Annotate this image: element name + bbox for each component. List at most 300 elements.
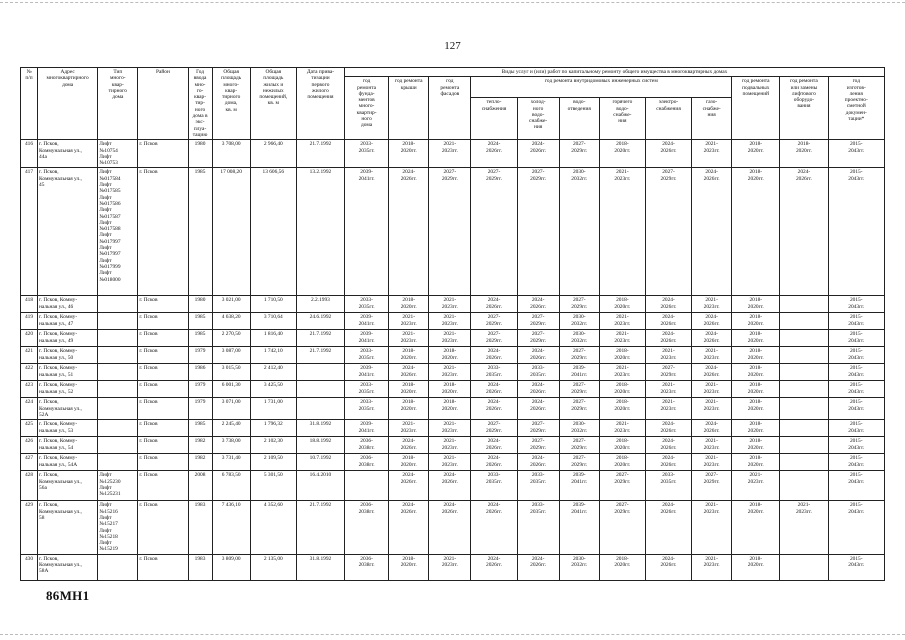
header-works-group: Виды услуг и (или) работ по капитальному ремонту общего имущества в многоквартирных домах bbox=[345, 68, 885, 77]
basement-year-cell: 2018- 2020гг. bbox=[732, 381, 780, 398]
roof-year-cell: 2018- 2020гг. bbox=[389, 296, 429, 313]
row-number: 424 bbox=[21, 398, 38, 420]
roof-year-cell: 2018- 2020гг. bbox=[389, 347, 429, 364]
address-cell: г. Псков, Комму- нальная ул., 51 bbox=[38, 364, 98, 381]
foundation-year-cell: 2033- 2035гг. bbox=[345, 140, 389, 168]
elevator-list-cell: Лифт №017584 Лифт №017585 Лифт №017586 Лифт №017587 Лифт №017588 Лифт №017997 Лифт №017997 Лифт №017999 Лифт №018000 bbox=[98, 168, 138, 296]
header-foundation: год ремонта фунда- ментов много- квартир- ного дома bbox=[345, 77, 389, 140]
elevator-year-cell: 2018- 2020гг. bbox=[780, 140, 828, 168]
basement-year-cell: 2018- 2020гг. bbox=[732, 347, 780, 364]
year-built-cell: 1982 bbox=[188, 454, 212, 471]
facade-year-cell: 2021- 2023гг. bbox=[429, 554, 471, 580]
address-cell: г. Псков, Коммунальная ул., 58А bbox=[38, 554, 98, 580]
living-area-cell: 2 412,40 bbox=[250, 364, 296, 381]
elevator-year-cell bbox=[780, 554, 828, 580]
total-area-cell: 2 270,50 bbox=[212, 330, 250, 347]
privatization-date-cell: 21.7.1992 bbox=[296, 347, 344, 364]
electricity-year-cell: 2033- 2035гг. bbox=[645, 471, 691, 501]
basement-year-cell: 2018- 2020гг. bbox=[732, 364, 780, 381]
table-row bbox=[21, 364, 885, 381]
elevator-list-cell bbox=[98, 381, 138, 398]
address-cell: г. Псков, Комму- нальная ул., 53 bbox=[38, 420, 98, 437]
cold-water-year-cell: 2027- 2029гг. bbox=[517, 420, 559, 437]
basement-year-cell: 2018- 2020гг. bbox=[732, 296, 780, 313]
living-area-cell: 3 425,50 bbox=[250, 381, 296, 398]
header-hot-water: горячего водо- снабже- ния bbox=[599, 98, 645, 140]
roof-year-cell: 2018- 2020гг. bbox=[389, 140, 429, 168]
electricity-year-cell: 2024- 2026гг. bbox=[645, 330, 691, 347]
table-row bbox=[21, 501, 885, 554]
district-cell: г. Псков bbox=[138, 471, 188, 501]
gas-year-cell: 2021- 2023гг. bbox=[692, 347, 732, 364]
address-cell: г. Псков, Комму- нальная ул., 54А bbox=[38, 454, 98, 471]
living-area-cell: 4 352,60 bbox=[250, 501, 296, 554]
row-number: 423 bbox=[21, 381, 38, 398]
cold-water-year-cell: 2027- 2029гг. bbox=[517, 168, 559, 296]
year-built-cell: 1986 bbox=[188, 364, 212, 381]
address-cell: г. Псков, Комму- нальная ул., 54 bbox=[38, 437, 98, 454]
year-built-cell: 1985 bbox=[188, 420, 212, 437]
privatization-date-cell: 13.2.1992 bbox=[296, 168, 344, 296]
address-cell: г. Псков, Коммунальная ул., 52А bbox=[38, 398, 98, 420]
electricity-year-cell: 2021- 2023гг. bbox=[645, 381, 691, 398]
heating-year-cell: 2027- 2029гг. bbox=[471, 313, 517, 330]
header-num: № п/п bbox=[21, 68, 38, 140]
hot-water-year-cell: 2018- 2020гг. bbox=[599, 437, 645, 454]
sewerage-year-cell: 2039- 2041гг. bbox=[559, 471, 599, 501]
facade-year-cell: 2024- 2026гг. bbox=[429, 501, 471, 554]
header-basement: год ремонта подвальных помещений bbox=[732, 77, 780, 140]
electricity-year-cell: 2024- 2026гг. bbox=[645, 313, 691, 330]
year-built-cell: 2008 bbox=[188, 471, 212, 501]
row-number: 421 bbox=[21, 347, 38, 364]
facade-year-cell: 2018- 2020гг. bbox=[429, 381, 471, 398]
design-docs-year-cell: 2015- 2043гг. bbox=[828, 347, 884, 364]
district-cell: г. Псков bbox=[138, 140, 188, 168]
table-row bbox=[21, 347, 885, 364]
foundation-year-cell: 2036- 2038гг. bbox=[345, 554, 389, 580]
header-privatization: Дата прива- тизации первого жилого помещения bbox=[296, 68, 344, 140]
cold-water-year-cell: 2024- 2026гг. bbox=[517, 347, 559, 364]
header-type: Тип много- квар- тирного дома bbox=[98, 68, 138, 140]
header-total-area: Общая площадь много- квар- тирного дома, кв. м bbox=[212, 68, 250, 140]
heating-year-cell: 2024- 2026гг. bbox=[471, 501, 517, 554]
cold-water-year-cell: 2024- 2026гг. bbox=[517, 296, 559, 313]
hot-water-year-cell: 2018- 2020гг. bbox=[599, 140, 645, 168]
elevator-list-cell bbox=[98, 454, 138, 471]
design-docs-year-cell: 2015- 2043гг. bbox=[828, 398, 884, 420]
header-facade: год ремонта фасадов bbox=[429, 77, 471, 140]
design-docs-year-cell: 2015- 2043гг. bbox=[828, 554, 884, 580]
table-header bbox=[21, 68, 885, 140]
address-cell: г. Псков, Комму- нальная ул., 52 bbox=[38, 381, 98, 398]
privatization-date-cell: 31.8.1992 bbox=[296, 554, 344, 580]
electricity-year-cell: 2027- 2029гг. bbox=[645, 168, 691, 296]
sewerage-year-cell: 2027- 2029гг. bbox=[559, 398, 599, 420]
row-number: 427 bbox=[21, 454, 38, 471]
header-engineering-group: год ремонта внутридомовых инженерных систем bbox=[471, 77, 732, 98]
electricity-year-cell: 2027- 2029гг. bbox=[645, 364, 691, 381]
privatization-date-cell: 16.4.2010 bbox=[296, 471, 344, 501]
roof-year-cell: 2018- 2020гг. bbox=[389, 381, 429, 398]
privatization-date-cell: 21.7.1992 bbox=[296, 501, 344, 554]
header-elevator: год ремонта или замены лифтового оборудо- вания bbox=[780, 77, 828, 140]
sewerage-year-cell: 2030- 2032гг. bbox=[559, 554, 599, 580]
table-row bbox=[21, 471, 885, 501]
district-cell: г. Псков bbox=[138, 554, 188, 580]
year-built-cell: 1979 bbox=[188, 398, 212, 420]
basement-year-cell: 2018- 2020гг. bbox=[732, 168, 780, 296]
electricity-year-cell: 2021- 2023гг. bbox=[645, 398, 691, 420]
hot-water-year-cell: 2021- 2023гг. bbox=[599, 168, 645, 296]
elevator-year-cell bbox=[780, 420, 828, 437]
roof-year-cell: 2024- 2026гг. bbox=[389, 168, 429, 296]
row-number: 426 bbox=[21, 437, 38, 454]
living-area-cell: 1 742,10 bbox=[250, 347, 296, 364]
gas-year-cell: 2021- 2023гг. bbox=[692, 381, 732, 398]
footer-code: 86МН1 bbox=[46, 588, 90, 603]
facade-year-cell: 2021- 2023гг. bbox=[429, 364, 471, 381]
row-number: 419 bbox=[21, 313, 38, 330]
district-cell: г. Псков bbox=[138, 364, 188, 381]
cold-water-year-cell: 2033- 2035гг. bbox=[517, 471, 559, 501]
heating-year-cell: 2033- 2035гг. bbox=[471, 364, 517, 381]
elevator-year-cell bbox=[780, 330, 828, 347]
basement-year-cell: 2018- 2020гг. bbox=[732, 501, 780, 554]
gas-year-cell: 2021- 2023гг. bbox=[692, 140, 732, 168]
foundation-year-cell: 2033- 2035гг. bbox=[345, 381, 389, 398]
elevator-list-cell bbox=[98, 398, 138, 420]
design-docs-year-cell: 2015- 2043гг. bbox=[828, 420, 884, 437]
design-docs-year-cell: 2015- 2043гг. bbox=[828, 454, 884, 471]
header-cold-water: холод- ного водо- снабже- ния bbox=[517, 98, 559, 140]
roof-year-cell: 2024- 2026гг. bbox=[389, 501, 429, 554]
total-area-cell: 3 071,00 bbox=[212, 398, 250, 420]
basement-year-cell: 2018- 2020гг. bbox=[732, 454, 780, 471]
electricity-year-cell: 2021- 2023гг. bbox=[645, 347, 691, 364]
total-area-cell: 3 087,00 bbox=[212, 347, 250, 364]
heating-year-cell: 2024- 2026гг. bbox=[471, 296, 517, 313]
heating-year-cell: 2024- 2026гг. bbox=[471, 140, 517, 168]
elevator-year-cell bbox=[780, 313, 828, 330]
facade-year-cell: 2018- 2020гг. bbox=[429, 398, 471, 420]
year-built-cell: 1980 bbox=[188, 296, 212, 313]
scan-edge-bottom bbox=[0, 634, 905, 636]
district-cell: г. Псков bbox=[138, 296, 188, 313]
heating-year-cell: 2027- 2029гг. bbox=[471, 330, 517, 347]
foundation-year-cell: 2033- 2035гг. bbox=[345, 296, 389, 313]
privatization-date-cell: 31.8.1992 bbox=[296, 420, 344, 437]
roof-year-cell: 2018- 2020гг. bbox=[389, 454, 429, 471]
address-cell: г. Псков, Комму- нальная ул., 47 bbox=[38, 313, 98, 330]
electricity-year-cell: 2024- 2026гг. bbox=[645, 296, 691, 313]
district-cell: г. Псков bbox=[138, 168, 188, 296]
sewerage-year-cell: 2030- 2032гг. bbox=[559, 420, 599, 437]
facade-year-cell: 2021- 2023гг. bbox=[429, 454, 471, 471]
design-docs-year-cell: 2015- 2043гг. bbox=[828, 330, 884, 347]
facade-year-cell: 2018- 2020гг. bbox=[429, 347, 471, 364]
heating-year-cell: 2027- 2029гг. bbox=[471, 168, 517, 296]
year-built-cell: 1979 bbox=[188, 381, 212, 398]
district-cell: г. Псков bbox=[138, 437, 188, 454]
living-area-cell: 2 966,40 bbox=[250, 140, 296, 168]
gas-year-cell: 2024- 2026гг. bbox=[692, 330, 732, 347]
living-area-cell: 5 301,50 bbox=[250, 471, 296, 501]
gas-year-cell: 2024- 2026гг. bbox=[692, 313, 732, 330]
header-roof: год ремонта крыши bbox=[389, 77, 429, 140]
foundation-year-cell bbox=[345, 471, 389, 501]
address-cell: г. Псков, Коммунальная ул., 44а bbox=[38, 140, 98, 168]
cold-water-year-cell: 2027- 2029гг. bbox=[517, 330, 559, 347]
cold-water-year-cell: 2027- 2029гг. bbox=[517, 437, 559, 454]
sewerage-year-cell: 2027- 2029гг. bbox=[559, 296, 599, 313]
header-address: Адрес многоквартирного дома bbox=[38, 68, 98, 140]
district-cell: г. Псков bbox=[138, 313, 188, 330]
row-number: 430 bbox=[21, 554, 38, 580]
facade-year-cell: 2021- 2023гг. bbox=[429, 296, 471, 313]
design-docs-year-cell: 2015- 2043гг. bbox=[828, 140, 884, 168]
elevator-year-cell: 2024- 2026гг. bbox=[780, 168, 828, 296]
facade-year-cell: 2021- 2023гг. bbox=[429, 313, 471, 330]
elevator-year-cell: 2021- 2023гг. bbox=[780, 501, 828, 554]
basement-year-cell: 2018- 2020гг. bbox=[732, 420, 780, 437]
page-number: 127 bbox=[444, 40, 461, 52]
cold-water-year-cell: 2027- 2029гг. bbox=[517, 313, 559, 330]
total-area-cell: 6 001,30 bbox=[212, 381, 250, 398]
table-row bbox=[21, 313, 885, 330]
roof-year-cell: 2018- 2020гг. bbox=[389, 554, 429, 580]
sewerage-year-cell: 2030- 2032гг. bbox=[559, 330, 599, 347]
roof-year-cell: 2024- 2026гг. bbox=[389, 437, 429, 454]
basement-year-cell: 2018- 2020гг. bbox=[732, 313, 780, 330]
header-heating: тепло- снабжения bbox=[471, 98, 517, 140]
elevator-year-cell bbox=[780, 296, 828, 313]
facade-year-cell: 2021- 2023гг. bbox=[429, 330, 471, 347]
row-number: 428 bbox=[21, 471, 38, 501]
design-docs-year-cell: 2015- 2043гг. bbox=[828, 296, 884, 313]
heating-year-cell: 2024- 2026гг. bbox=[471, 398, 517, 420]
foundation-year-cell: 2039- 2041гг. bbox=[345, 330, 389, 347]
gas-year-cell: 2024- 2026гг. bbox=[692, 364, 732, 381]
privatization-date-cell: 21.7.1992 bbox=[296, 330, 344, 347]
header-design-docs: год изготов- ления проектно- сметной докумен- тации* bbox=[828, 77, 884, 140]
address-cell: г. Псков, Комму- нальная ул., 49 bbox=[38, 330, 98, 347]
foundation-year-cell: 2033- 2035гг. bbox=[345, 398, 389, 420]
cold-water-year-cell: 2033- 2035гг. bbox=[517, 364, 559, 381]
table-body bbox=[21, 140, 885, 580]
total-area-cell: 2 245,40 bbox=[212, 420, 250, 437]
elevator-year-cell bbox=[780, 364, 828, 381]
address-cell: г. Псков, Комму- нальная ул., 46 bbox=[38, 296, 98, 313]
elevator-year-cell bbox=[780, 471, 828, 501]
total-area-cell: 4 638,20 bbox=[212, 313, 250, 330]
year-built-cell: 1979 bbox=[188, 347, 212, 364]
elevator-list-cell bbox=[98, 364, 138, 381]
foundation-year-cell: 2033- 2035гг. bbox=[345, 347, 389, 364]
district-cell: г. Псков bbox=[138, 330, 188, 347]
table-row bbox=[21, 454, 885, 471]
row-number: 429 bbox=[21, 501, 38, 554]
table-row bbox=[21, 437, 885, 454]
district-cell: г. Псков bbox=[138, 398, 188, 420]
elevator-list-cell bbox=[98, 420, 138, 437]
living-area-cell: 2 109,50 bbox=[250, 454, 296, 471]
total-area-cell: 3 738,00 bbox=[212, 437, 250, 454]
hot-water-year-cell: 2027- 2029гг. bbox=[599, 501, 645, 554]
basement-year-cell: 2018- 2020гг. bbox=[732, 554, 780, 580]
elevator-list-cell bbox=[98, 296, 138, 313]
table-row bbox=[21, 296, 885, 313]
hot-water-year-cell: 2018- 2020гг. bbox=[599, 296, 645, 313]
header-district: Район bbox=[138, 68, 188, 140]
foundation-year-cell: 2036- 2038гг. bbox=[345, 501, 389, 554]
table-row bbox=[21, 420, 885, 437]
table-row bbox=[21, 140, 885, 168]
gas-year-cell: 2021- 2023гг. bbox=[692, 554, 732, 580]
year-built-cell: 1982 bbox=[188, 437, 212, 454]
address-cell: г. Псков, Коммунальная ул., 56а bbox=[38, 471, 98, 501]
facade-year-cell: 2021- 2023гг. bbox=[429, 420, 471, 437]
elevator-year-cell bbox=[780, 437, 828, 454]
basement-year-cell: 2018- 2020гг. bbox=[732, 140, 780, 168]
heating-year-cell: 2024- 2026гг. bbox=[471, 454, 517, 471]
design-docs-year-cell: 2015- 2043гг. bbox=[828, 437, 884, 454]
hot-water-year-cell: 2018- 2020гг. bbox=[599, 381, 645, 398]
district-cell: г. Псков bbox=[138, 420, 188, 437]
heating-year-cell: 2024- 2026гг. bbox=[471, 437, 517, 454]
privatization-date-cell: 24.6.1992 bbox=[296, 313, 344, 330]
gas-year-cell: 2024- 2026гг. bbox=[692, 420, 732, 437]
row-number: 417 bbox=[21, 168, 38, 296]
roof-year-cell: 2024- 2026гг. bbox=[389, 364, 429, 381]
basement-year-cell: 2021- 2023гг. bbox=[732, 471, 780, 501]
gas-year-cell: 2021- 2023гг. bbox=[692, 454, 732, 471]
foundation-year-cell: 2039- 2041гг. bbox=[345, 420, 389, 437]
electricity-year-cell: 2024- 2026гг. bbox=[645, 554, 691, 580]
elevator-list-cell: Лифт №10754 Лифт №10753 bbox=[98, 140, 138, 168]
cold-water-year-cell: 2024- 2026гг. bbox=[517, 140, 559, 168]
year-built-cell: 1983 bbox=[188, 501, 212, 554]
cold-water-year-cell: 2024- 2026гг. bbox=[517, 554, 559, 580]
heating-year-cell: 2024- 2026гг. bbox=[471, 554, 517, 580]
row-number: 416 bbox=[21, 140, 38, 168]
facade-year-cell: 2027- 2029гг. bbox=[429, 168, 471, 296]
hot-water-year-cell: 2021- 2023гг. bbox=[599, 420, 645, 437]
cold-water-year-cell: 2024- 2026гг. bbox=[517, 381, 559, 398]
address-cell: г. Псков, Коммунальная ул., 58 bbox=[38, 501, 98, 554]
electricity-year-cell: 2024- 2026гг. bbox=[645, 454, 691, 471]
header-sewerage: водо- отведения bbox=[559, 98, 599, 140]
row-number: 425 bbox=[21, 420, 38, 437]
heating-year-cell: 2033- 2035гг. bbox=[471, 471, 517, 501]
elevator-list-cell bbox=[98, 313, 138, 330]
design-docs-year-cell: 2015- 2043гг. bbox=[828, 313, 884, 330]
table-row bbox=[21, 381, 885, 398]
privatization-date-cell: 21.7.1992 bbox=[296, 140, 344, 168]
elevator-year-cell bbox=[780, 398, 828, 420]
district-cell: г. Псков bbox=[138, 501, 188, 554]
roof-year-cell: 2018- 2020гг. bbox=[389, 398, 429, 420]
design-docs-year-cell: 2015- 2043гг. bbox=[828, 168, 884, 296]
privatization-date-cell bbox=[296, 364, 344, 381]
elevator-list-cell bbox=[98, 554, 138, 580]
electricity-year-cell: 2024- 2026гг. bbox=[645, 437, 691, 454]
cold-water-year-cell: 2033- 2035гг. bbox=[517, 501, 559, 554]
sewerage-year-cell: 2027- 2029гг. bbox=[559, 437, 599, 454]
foundation-year-cell: 2036- 2038гг. bbox=[345, 437, 389, 454]
cold-water-year-cell: 2024- 2026гг. bbox=[517, 454, 559, 471]
elevator-year-cell bbox=[780, 381, 828, 398]
hot-water-year-cell: 2018- 2020гг. bbox=[599, 454, 645, 471]
total-area-cell: 3 015,50 bbox=[212, 364, 250, 381]
roof-year-cell: 2021- 2023гг. bbox=[389, 330, 429, 347]
total-area-cell: 6 783,50 bbox=[212, 471, 250, 501]
living-area-cell: 1 796,32 bbox=[250, 420, 296, 437]
hot-water-year-cell: 2021- 2023гг. bbox=[599, 330, 645, 347]
privatization-date-cell: 10.7.1992 bbox=[296, 454, 344, 471]
hot-water-year-cell: 2027- 2029гг. bbox=[599, 471, 645, 501]
living-area-cell: 2 102,30 bbox=[250, 437, 296, 454]
living-area-cell: 1 731,00 bbox=[250, 398, 296, 420]
elevator-list-cell: Лифт №125230 Лифт №125231 bbox=[98, 471, 138, 501]
table-row bbox=[21, 168, 885, 296]
hot-water-year-cell: 2018- 2020гг. bbox=[599, 398, 645, 420]
gas-year-cell: 2021- 2023гг. bbox=[692, 437, 732, 454]
gas-year-cell: 2027- 2029гг. bbox=[692, 471, 732, 501]
gas-year-cell: 2021- 2023гг. bbox=[692, 398, 732, 420]
privatization-date-cell: 2.2.1993 bbox=[296, 296, 344, 313]
electricity-year-cell: 2024- 2026гг. bbox=[645, 420, 691, 437]
privatization-date-cell bbox=[296, 381, 344, 398]
year-built-cell: 1985 bbox=[188, 330, 212, 347]
hot-water-year-cell: 2018- 2020гг. bbox=[599, 554, 645, 580]
sewerage-year-cell: 2030- 2032гг. bbox=[559, 313, 599, 330]
roof-year-cell: 2024- 2026гг. bbox=[389, 471, 429, 501]
year-built-cell: 1985 bbox=[188, 313, 212, 330]
header-living-area: Общая площадь жилых и нежилых помещений, кв. м bbox=[250, 68, 296, 140]
header-electricity: электро- снабжения bbox=[645, 98, 691, 140]
gas-year-cell: 2021- 2023гг. bbox=[692, 501, 732, 554]
year-built-cell: 1980 bbox=[188, 140, 212, 168]
gas-year-cell: 2024- 2026гг. bbox=[692, 168, 732, 296]
elevator-list-cell bbox=[98, 347, 138, 364]
total-area-cell: 7 436,10 bbox=[212, 501, 250, 554]
living-area-cell: 3 710,64 bbox=[250, 313, 296, 330]
heating-year-cell: 2027- 2029гг. bbox=[471, 420, 517, 437]
sewerage-year-cell: 2039- 2041гг. bbox=[559, 364, 599, 381]
capital-repair-table bbox=[20, 67, 885, 581]
design-docs-year-cell: 2015- 2043гг. bbox=[828, 501, 884, 554]
address-cell: г. Псков, Комму- нальная ул., 50 bbox=[38, 347, 98, 364]
heating-year-cell: 2024- 2026гг. bbox=[471, 347, 517, 364]
hot-water-year-cell: 2018- 2020гг. bbox=[599, 347, 645, 364]
table-row bbox=[21, 330, 885, 347]
living-area-cell: 1 816,40 bbox=[250, 330, 296, 347]
sewerage-year-cell: 2030- 2032гг. bbox=[559, 168, 599, 296]
address-cell: г. Псков, Коммунальная ул., 45 bbox=[38, 168, 98, 296]
row-number: 420 bbox=[21, 330, 38, 347]
elevator-list-cell bbox=[98, 437, 138, 454]
elevator-list-cell: Лифт №15216 Лифт №15217 Лифт №15218 Лифт №15219 bbox=[98, 501, 138, 554]
living-area-cell: 13 606,56 bbox=[250, 168, 296, 296]
foundation-year-cell: 2036- 2038гг. bbox=[345, 454, 389, 471]
year-built-cell: 1985 bbox=[188, 168, 212, 296]
foundation-year-cell: 2039- 2041гг. bbox=[345, 313, 389, 330]
year-built-cell: 1983 bbox=[188, 554, 212, 580]
privatization-date-cell: 18.8.1992 bbox=[296, 437, 344, 454]
sewerage-year-cell: 2027- 2029гг. bbox=[559, 454, 599, 471]
living-area-cell: 1 710,50 bbox=[250, 296, 296, 313]
